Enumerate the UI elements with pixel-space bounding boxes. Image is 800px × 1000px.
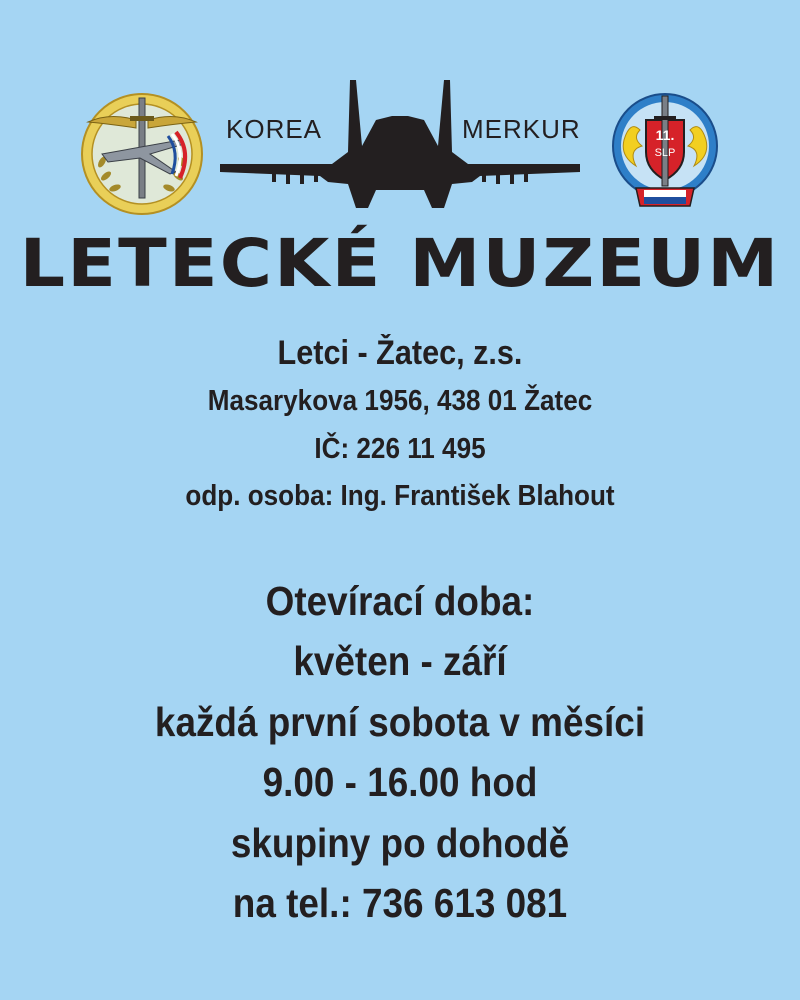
page-title: LETECKÉ MUZEUM (19, 225, 781, 302)
korea-label: KOREA (226, 114, 323, 144)
badge-unit: SLP (654, 147, 676, 159)
group-visits: skupiny po dohodě (230, 820, 570, 866)
opening-time: 9.00 - 16.00 hod (262, 759, 538, 805)
opening-days: každá první sobota v měsíci (154, 699, 646, 745)
badge-number: 11. (655, 127, 675, 143)
11-slp-zatec-badge-icon (610, 90, 720, 214)
opening-season: květen - září (293, 638, 507, 684)
header (0, 70, 800, 230)
merkur-label: MERKUR (462, 114, 581, 144)
opening-heading: Otevírací doba: (265, 578, 535, 624)
phone-number: na tel.: 736 613 081 (232, 880, 568, 926)
organization-address: Masarykova 1956, 438 01 Žatec (207, 385, 593, 417)
letci-zatec-badge-icon (80, 92, 204, 216)
organization-name: Letci - Žatec, z.s. (277, 334, 523, 372)
organization-id: IČ: 226 11 495 (314, 433, 486, 465)
fighter-jet-icon (220, 80, 580, 212)
contact-person: odp. osoba: Ing. František Blahout (185, 480, 615, 512)
